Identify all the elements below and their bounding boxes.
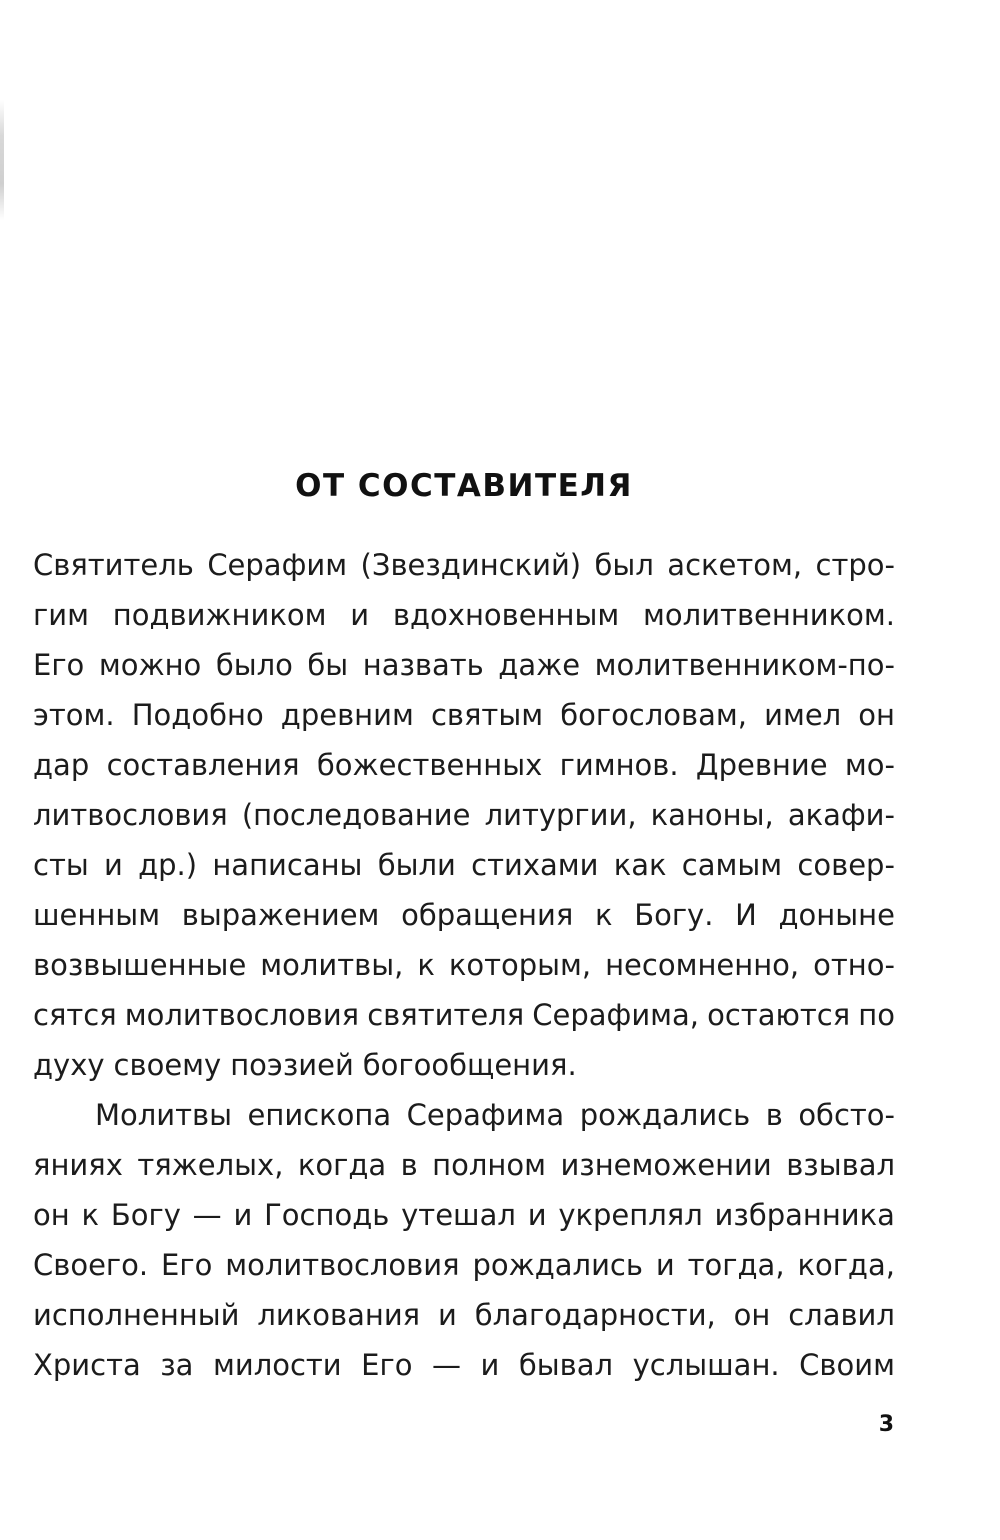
word: остаются xyxy=(707,998,851,1032)
word: ликования xyxy=(257,1298,421,1332)
word: рождались xyxy=(472,1248,643,1282)
word: Своим xyxy=(799,1348,895,1382)
word: Его xyxy=(33,648,85,682)
text-line xyxy=(33,990,895,1040)
word: — xyxy=(192,1198,222,1232)
word: он xyxy=(33,1198,70,1232)
word: за xyxy=(160,1348,194,1382)
text-line xyxy=(33,840,895,890)
word: акафи- xyxy=(787,798,895,832)
word: тогда, xyxy=(687,1248,785,1282)
word: святителя xyxy=(367,998,525,1032)
word: он xyxy=(858,698,895,732)
text-line xyxy=(33,1290,895,1340)
word: Своего. xyxy=(33,1248,149,1282)
text-line xyxy=(33,740,895,790)
word: укреплял xyxy=(558,1198,703,1232)
word: каноны, xyxy=(650,798,774,832)
word: самым xyxy=(681,848,783,882)
word: назвать xyxy=(362,648,484,682)
word: бы xyxy=(307,648,349,682)
word: И xyxy=(735,898,757,932)
word: богообщения. xyxy=(362,1048,577,1082)
page-number: 3 xyxy=(878,1412,894,1437)
word: Молитвы xyxy=(95,1098,233,1132)
word: исполненный xyxy=(33,1298,240,1332)
word: когда xyxy=(297,1148,387,1182)
word: доныне xyxy=(778,898,895,932)
text-line xyxy=(33,640,895,690)
word: тяжелых, xyxy=(137,1148,284,1182)
word: стихами xyxy=(471,848,599,882)
word: возвышенные xyxy=(33,948,247,982)
word: сятся xyxy=(33,998,117,1032)
word: яниях xyxy=(33,1148,123,1182)
word: молитвословия xyxy=(225,1248,460,1282)
word: древним xyxy=(280,698,414,732)
word: которым, xyxy=(448,948,592,982)
word: утешал xyxy=(401,1198,516,1232)
word: и xyxy=(438,1298,457,1332)
word: молитвенником. xyxy=(643,598,895,632)
word: по xyxy=(858,998,895,1032)
word: аскетом, xyxy=(667,548,803,582)
word: даже xyxy=(498,648,581,682)
word: Его xyxy=(161,1248,213,1282)
word: Христа xyxy=(33,1348,141,1382)
word: избранника xyxy=(714,1198,895,1232)
word: совер- xyxy=(797,848,895,882)
word: благодарности, xyxy=(474,1298,716,1332)
word: вдохновенным xyxy=(392,598,620,632)
word: литвословия xyxy=(33,798,228,832)
word: подвижником xyxy=(112,598,327,632)
word: стро- xyxy=(815,548,895,582)
word: молитвы, xyxy=(260,948,404,982)
word: Подобно xyxy=(131,698,264,732)
word: Его xyxy=(361,1348,413,1382)
text-line xyxy=(33,690,895,740)
word: и xyxy=(527,1198,547,1232)
word: несомненно, xyxy=(605,948,800,982)
word: к xyxy=(417,948,435,982)
text-line xyxy=(33,940,895,990)
word: — xyxy=(432,1348,461,1382)
word: Древние xyxy=(695,748,828,782)
word: написаны xyxy=(212,848,363,882)
word: Серафима xyxy=(406,1098,565,1132)
text-line xyxy=(33,1190,895,1240)
word: епископа xyxy=(247,1098,392,1132)
word: он xyxy=(733,1298,771,1332)
word: в xyxy=(765,1098,783,1132)
word: Богу xyxy=(110,1198,181,1232)
word: гимнов. xyxy=(559,748,679,782)
word: (последование xyxy=(241,798,471,832)
word: взывал xyxy=(786,1148,895,1182)
word: имел xyxy=(764,698,842,732)
text-line xyxy=(33,1340,895,1390)
body-text xyxy=(33,540,895,1390)
word: дар xyxy=(33,748,90,782)
word: полном xyxy=(432,1148,546,1182)
word: святым xyxy=(430,698,544,732)
word: Святитель xyxy=(33,548,194,582)
text-line xyxy=(33,1090,895,1140)
word: в xyxy=(400,1148,418,1182)
word: и xyxy=(655,1248,675,1282)
word: как xyxy=(613,848,667,882)
word: составления xyxy=(106,748,300,782)
word: были xyxy=(377,848,456,882)
text-line xyxy=(33,790,895,840)
word: литургии, xyxy=(484,798,637,832)
text-line xyxy=(33,1140,895,1190)
word: когда, xyxy=(797,1248,895,1282)
word: Богу. xyxy=(634,898,714,932)
word: к xyxy=(81,1198,100,1232)
word: мо- xyxy=(844,748,895,782)
word: отно- xyxy=(813,948,895,982)
word: изнеможении xyxy=(560,1148,772,1182)
word: славил xyxy=(788,1298,895,1332)
word: духу xyxy=(33,1048,105,1082)
word: божественных xyxy=(316,748,543,782)
word: Серафим xyxy=(207,548,348,582)
word: можно xyxy=(98,648,202,682)
word: этом. xyxy=(33,698,115,732)
word: был xyxy=(594,548,654,582)
word: богословам, xyxy=(560,698,747,732)
word: сты xyxy=(33,848,89,882)
word: молитвенником-по- xyxy=(594,648,895,682)
word: было xyxy=(215,648,293,682)
text-line xyxy=(33,540,895,590)
word: обсто- xyxy=(798,1098,895,1132)
word: шенным xyxy=(33,898,161,932)
word: своему xyxy=(113,1048,222,1082)
word: обращения xyxy=(401,898,574,932)
word: и xyxy=(350,598,370,632)
word: милости xyxy=(212,1348,342,1382)
word: молитвословия xyxy=(124,998,360,1032)
word: к xyxy=(594,898,613,932)
word: Серафима, xyxy=(532,998,700,1032)
word: выражением xyxy=(181,898,380,932)
word: гим xyxy=(33,598,89,632)
word: (Звездинский) xyxy=(360,548,582,582)
page-edge-shadow xyxy=(0,100,4,220)
text-line xyxy=(33,1240,895,1290)
word: услышан. xyxy=(632,1348,780,1382)
word: др.) xyxy=(138,848,198,882)
word: рождались xyxy=(579,1098,751,1132)
word: и xyxy=(233,1198,253,1232)
section-heading: ОТ СОСТАВИТЕЛЯ xyxy=(295,468,633,504)
word: Господь xyxy=(264,1198,390,1232)
text-line xyxy=(33,1040,895,1090)
text-line xyxy=(33,890,895,940)
word: бывал xyxy=(518,1348,614,1382)
word: поэзией xyxy=(230,1048,354,1082)
word: и xyxy=(103,848,123,882)
text-line xyxy=(33,590,895,640)
word: и xyxy=(480,1348,500,1382)
